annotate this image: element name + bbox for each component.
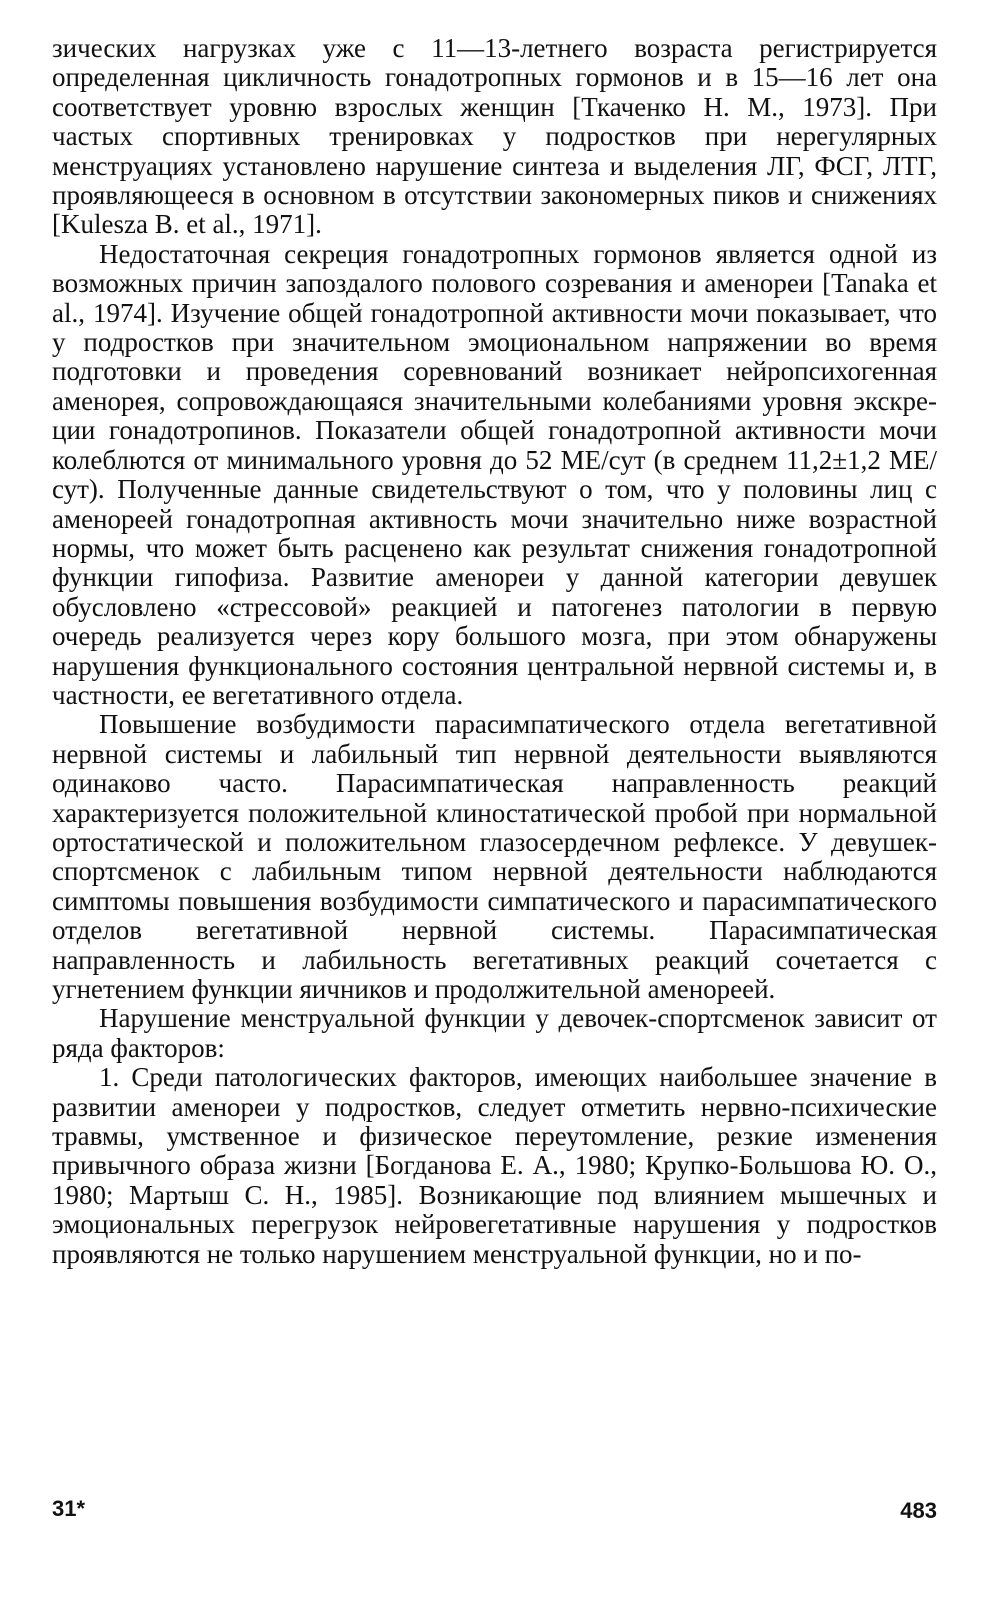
paragraph-5: 1. Среди патологических факторов, имеющих наибольшее значение в развитии аменореи у подростков, следует отметить нервно-психические травмы, умственное и физическое переутомление, резкие изменения привычного образа жизни [Богданова Е. А., 1980; Крупко-Большова Ю. О., 1980; Мартыш С. Н., 1985]. Возникающие под влиянием мышечных и эмоциональных перегрузок нейровегетативные нарушения у подростков проявляются не только нарушением менструальной функции, но и по-: [52, 1062, 937, 1269]
page-number: 483: [900, 1498, 937, 1523]
paragraph-4: Нарушение менструальной функции у девочек-спортсменок зависит от ряда факторов:: [52, 1003, 937, 1063]
paragraph-3: Повышение возбудимости парасимпатического отдела вегетативной нервной системы и лабильный тип нервной деятельности выявляются одинаково часто. Парасимпатическая направленность реакций характеризуется положительной клиностатической пробой при нормальной ортостатической и положительном глазосердечном рефлексе. У девушек-спортсменок с лабильным типом нервной деятельности наблюдаются симптомы повышения возбудимости симпатического и парасимпатического отделов вегетативной нервной системы. Парасимпатическая направленность и лабильность вегетативных реакций сочетается с угнетением функции яичников и продолжительной аменореей.: [52, 709, 937, 1004]
signature-mark: 31*: [52, 1496, 86, 1521]
page-footer: [52, 1496, 937, 1526]
page-body: [52, 34, 937, 1269]
paragraph-2: Недостаточная секреция гонадотропных гормонов является одной из возможных причин запоздалого полового созревания и аменореи [Tanaka et al., 1974]. Изучение общей гонадотропной активности мочи показывает, что у подростков при значительном эмоциональном напряжении во время подготовки и проведения соревнований возникает нейропсихогенная аменорея, сопровождающаяся значительными колебаниями уровня экскреции гонадотропинов. Показатели общей гонадотропной активности мочи колеблются от минимального уровня до 52 МЕ/сут (в среднем 11,2±1,2 МЕ/сут). Полученные данные свидетельствуют о том, что у половины лиц с аменореей гонадотропная активность мочи значительно ниже возрастной нормы, что может быть расценено как результат снижения гонадотропной функции гипофиза. Развитие аменореи у данной категории девушек обусловлено «стрессовой» реакцией и патогенез патологии в первую очередь реализуется через кору большого мозга, при этом обнаружены нарушения функционального состояния центральной нервной системы и, в частности, ее вегетативного отдела.: [52, 238, 937, 710]
paragraph-1: зических нагрузках уже с 11—13-летнего возраста регистрируется определенная цикличность гонадотропных гормонов и в 15—16 лет она соответствует уровню взрослых женщин [Ткаченко Н. М., 1973]. При частых спортивных тренировках у подростков при нерегулярных менструациях установлено нарушение синтеза и выделения ЛГ, ФСГ, ЛТГ, проявляющееся в основном в отсутствии закономерных пиков и снижениях [Kulesza В. et al., 1971].: [52, 33, 937, 240]
